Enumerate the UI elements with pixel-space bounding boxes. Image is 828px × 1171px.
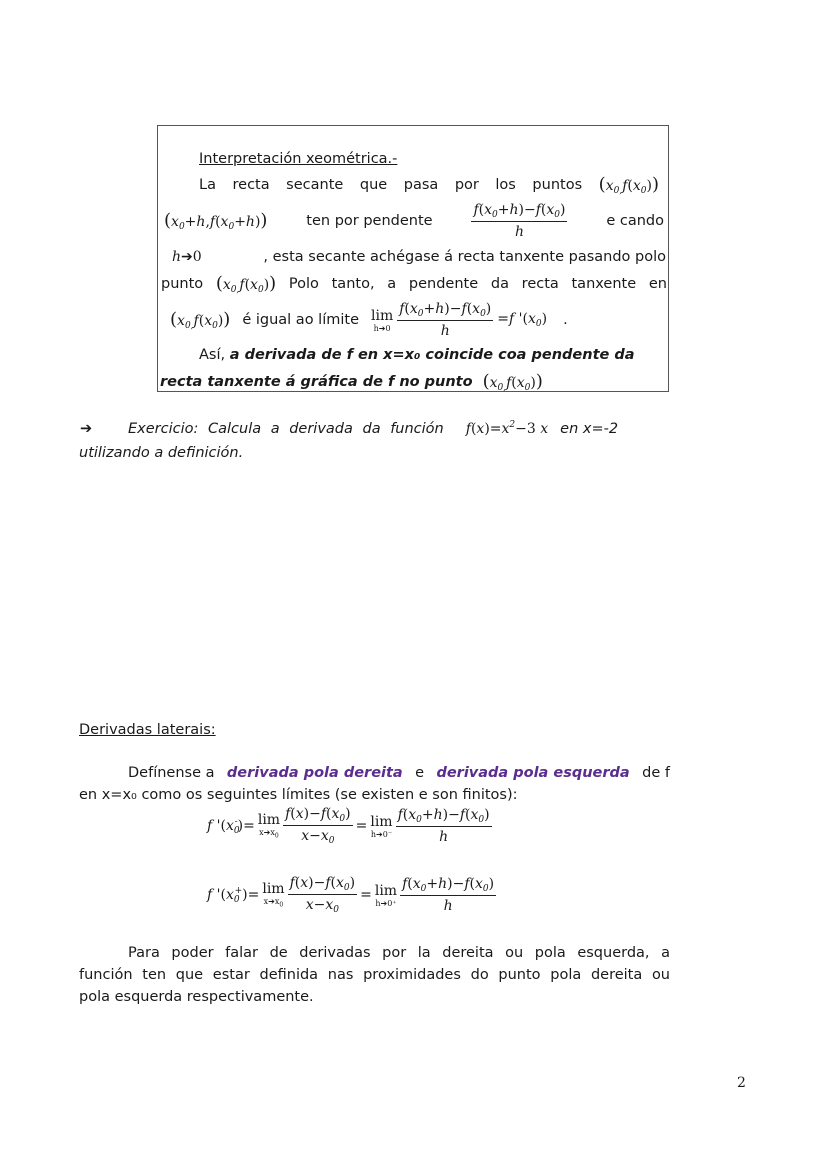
interpretation-heading: Interpretación xeométrica.- — [199, 151, 398, 167]
lateral-paragraph-1-line-1: Defínense a derivada pola dereita e derivada pola esquerda de f — [128, 765, 670, 781]
tangent-limit-formula: lim h➔0 $\frac{f(x_0+h)-f(x_0)}{h}$ =f '$(x_0)$ — [371, 301, 548, 339]
function-expression: $f(x)=x^2-3$ x — [465, 420, 549, 437]
secant-slope-fraction: $\frac{f(x_0+h)-f(x_0)}{h}$ — [473, 202, 566, 240]
lateral-heading: Derivadas laterais: — [79, 722, 216, 738]
arrow-icon: ➔ — [80, 420, 93, 437]
exercise-line-1: ➔ Exercicio: Calcula a derivada da función $f(x)=x^2-3$ x en x=-2 — [80, 420, 619, 437]
box-line-4: punto $(x_{0,}f(x_0))$ Polo tanto, a pendente da recta tanxente en — [161, 273, 667, 295]
box-line-6: Así, a derivada de f en x=x₀ coincide coa pendente da — [199, 347, 635, 363]
point-x0-fx0: $(x_{0,}f(x_0))$ — [598, 174, 659, 196]
box-line-1: La recta secante que pasa por los puntos $(x_{0,}f(x_0))$ — [199, 174, 659, 196]
page-number: 2 — [737, 1075, 746, 1091]
lateral-paragraph-1-line-2: en x=x₀ como os seguintes límites (se existen e son finitos): — [79, 787, 518, 803]
exercise-line-2: utilizando a definición. — [79, 445, 244, 461]
lateral-paragraph-2-line-3: pola esquerda respectivamente. — [79, 989, 314, 1005]
box-line-2: $(x_0+h,f(x_0+h))$ ten por pendente $\frac{f(x_0+h)-f(x_0)}{h}$ e cando — [164, 202, 664, 240]
box-line-5: $(x_{0,}f(x_0))$ é igual ao límite lim h➔0 $\frac{f(x_0+h)-f(x_0)}{h}$ =f '$(x_0)$ . — [170, 301, 568, 339]
box-line-3: h➔0 , esta secante achégase á recta tanxente pasando polo — [172, 249, 666, 265]
box-line-7: recta tanxente á gráfica de f no punto $(x_{0,}f(x_0))$ — [160, 371, 543, 393]
point-x0h: $(x_0+h,f(x_0+h))$ — [164, 210, 268, 232]
interpretation-box — [157, 125, 669, 392]
lateral-paragraph-2-line-2: función ten que estar definida nas proximidades do punto pola dereita ou — [79, 967, 670, 983]
lateral-paragraph-2-line-1: Para poder falar de derivadas por la dereita ou pola esquerda, a — [128, 945, 670, 961]
left-derivative-formula: f '$(x_0^-)=$ lim $x➔x_0$ $\frac{f(x)-f(x_0)}{x-x_0}$ = lim h➔0⁻ $\frac{f(x_0+h)-f(x_0)}{h}$ — [207, 806, 490, 846]
right-derivative-formula: f '$(x_0^+)=$ lim $x➔x_0$ $\frac{f(x)-f(x_0)}{x-x_0}$ = lim h➔0⁺ $\frac{f(x_0+h)-f(x_0)}{h}$ — [207, 875, 495, 915]
